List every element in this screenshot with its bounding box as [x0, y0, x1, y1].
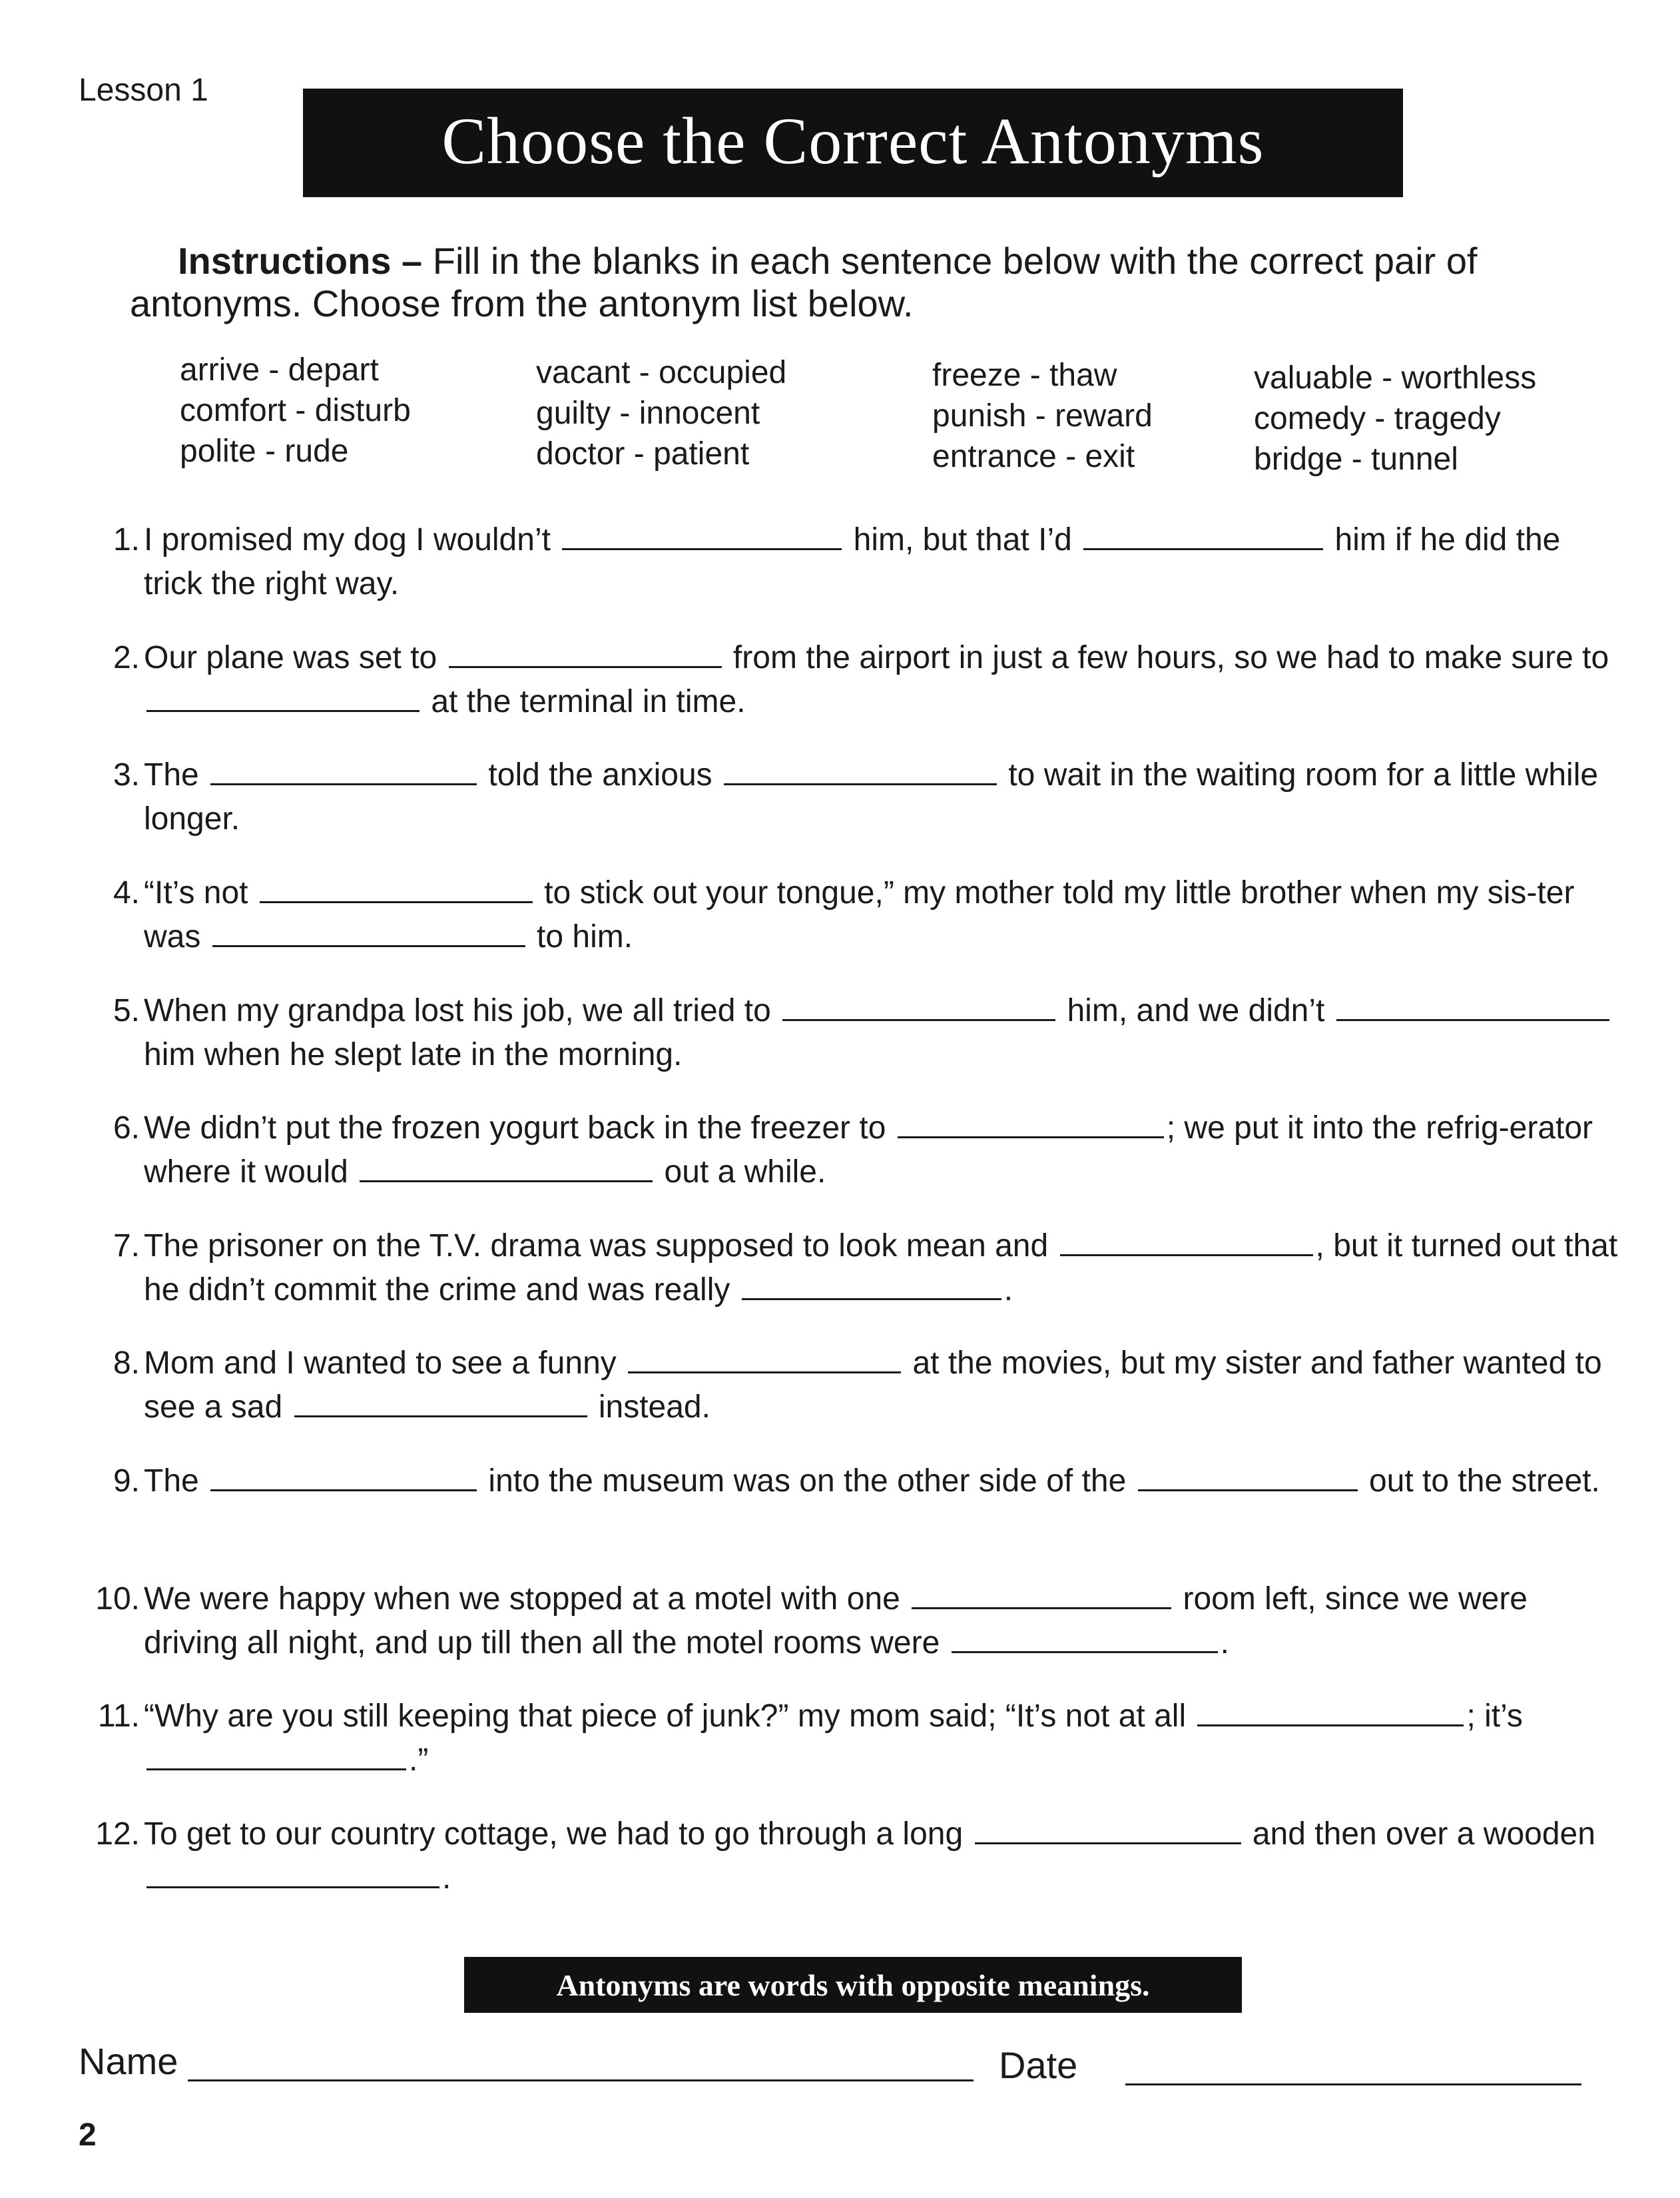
question-text: him when he slept late in the morning.	[144, 1037, 683, 1072]
antonym-pair: guilty - innocent	[536, 396, 760, 431]
question-text: The prisoner on the T.V. drama was supposed to look mean and	[144, 1228, 1049, 1264]
lesson-label: Lesson 1	[79, 73, 208, 108]
question-text: .	[1003, 1272, 1013, 1307]
answer-blank[interactable]	[260, 872, 533, 903]
question-8	[93, 1341, 1618, 1429]
answer-blank[interactable]	[1138, 1460, 1358, 1491]
question-number: 8.	[113, 1345, 140, 1381]
question-number: 6.	[113, 1110, 140, 1146]
question-text: instead.	[598, 1389, 710, 1425]
question-11	[93, 1694, 1618, 1782]
question-text: at the movies, but my sister and father wanted to see a sad	[144, 1345, 1602, 1425]
question-7	[93, 1224, 1618, 1312]
answer-blank[interactable]	[724, 754, 997, 785]
antonym-column-4	[1254, 358, 1536, 480]
answer-blank[interactable]	[952, 1622, 1218, 1653]
question-text: him if he did the trick the right way.	[144, 522, 1561, 601]
question-10	[93, 1577, 1618, 1665]
question-text: We were happy when we stopped at a motel with one	[144, 1581, 900, 1617]
question-5	[93, 989, 1618, 1077]
antonym-pair: punish - reward	[932, 398, 1153, 434]
antonym-pair: doctor - patient	[536, 436, 750, 472]
question-number: 4.	[113, 875, 140, 911]
question-12	[93, 1812, 1618, 1900]
answer-blank[interactable]	[912, 1578, 1171, 1609]
answer-blank[interactable]	[1336, 990, 1609, 1021]
question-text: , but it turned out that he didn’t commit the crime and was really	[144, 1228, 1618, 1307]
question-text: When my grandpa lost his job, we all tried to	[144, 993, 771, 1028]
antonym-pair: valuable - worthless	[1254, 360, 1537, 396]
question-text: out to the street.	[1368, 1463, 1600, 1499]
question-number: 11.	[97, 1698, 140, 1734]
answer-blank[interactable]	[975, 1813, 1241, 1844]
question-text: Our plane was set to	[144, 640, 437, 675]
antonym-column-3	[932, 355, 1153, 477]
question-4	[93, 871, 1618, 959]
instructions	[130, 240, 1608, 325]
answer-blank[interactable]	[146, 681, 420, 712]
page-number: 2	[79, 2117, 97, 2153]
instructions-lead: Instructions –	[178, 240, 423, 282]
question-number: 3.	[113, 757, 140, 793]
answer-blank[interactable]	[360, 1151, 653, 1182]
antonym-definition-note: Antonyms are words with opposite meanings.	[464, 1957, 1242, 2013]
answer-blank[interactable]	[898, 1107, 1164, 1138]
question-text: at the terminal in time.	[431, 684, 746, 719]
question-6	[93, 1106, 1618, 1194]
answer-blank[interactable]	[562, 519, 842, 550]
question-text: To get to our country cottage, we had to go through a long	[144, 1816, 964, 1852]
question-text: We didn’t put the frozen yogurt back in the freezer to	[144, 1110, 886, 1146]
answer-blank[interactable]	[146, 1739, 406, 1770]
answer-blank[interactable]	[212, 916, 525, 947]
question-text: The	[144, 757, 199, 793]
question-number: 9.	[113, 1463, 140, 1499]
antonym-pair: arrive - depart	[180, 352, 379, 388]
name-field[interactable]	[188, 2079, 974, 2081]
question-text: into the museum was on the other side of the	[488, 1463, 1127, 1499]
question-text: .	[1220, 1625, 1229, 1660]
question-text: out a while.	[664, 1154, 826, 1190]
answer-blank[interactable]	[1060, 1225, 1313, 1256]
question-number: 12.	[95, 1816, 140, 1852]
question-number: 1.	[113, 522, 140, 557]
question-text: .”	[409, 1742, 429, 1778]
answer-blank[interactable]	[1197, 1695, 1464, 1726]
question-text: to him.	[537, 919, 633, 954]
name-label: Name	[79, 2040, 178, 2082]
question-text: “It’s not	[144, 875, 248, 911]
antonym-pair: freeze - thaw	[932, 358, 1117, 393]
date-label: Date	[999, 2044, 1078, 2086]
question-text: Mom and I wanted to see a funny	[144, 1345, 617, 1381]
antonym-pair: bridge - tunnel	[1254, 442, 1458, 477]
antonym-pair: comedy - tragedy	[1254, 401, 1501, 436]
antonym-pair: polite - rude	[180, 434, 349, 469]
question-number: 7.	[113, 1228, 140, 1264]
answer-blank[interactable]	[210, 754, 477, 785]
answer-blank[interactable]	[628, 1342, 901, 1373]
antonym-pair: vacant - occupied	[536, 355, 787, 390]
antonym-pair: comfort - disturb	[180, 393, 411, 428]
question-text: to wait in the waiting room for a little while longer.	[144, 757, 1599, 837]
question-text: to stick out your tongue,” my mother told my little brother when my sis-ter was	[144, 875, 1575, 954]
answer-blank[interactable]	[742, 1269, 1001, 1300]
question-text: I promised my dog I wouldn’t	[144, 522, 551, 557]
answer-blank[interactable]	[146, 1857, 439, 1888]
answer-blank[interactable]	[449, 637, 722, 668]
answer-blank[interactable]	[210, 1460, 477, 1491]
question-text: room left, since we were driving all night, and up till then all the motel rooms were	[144, 1581, 1528, 1660]
question-text: The	[144, 1463, 199, 1499]
page-title: Choose the Correct Antonyms	[303, 89, 1403, 197]
date-field[interactable]	[1125, 2083, 1581, 2085]
question-text: him, and we didn’t	[1067, 993, 1325, 1028]
question-number: 5.	[113, 993, 140, 1028]
question-text: ; we put it into the refrig-erator where it would	[144, 1110, 1593, 1190]
question-text: ; it’s	[1466, 1698, 1523, 1734]
question-text: “Why are you still keeping that piece of junk?” my mom said; “It’s not at all	[144, 1698, 1187, 1734]
antonym-column-1	[180, 350, 411, 472]
instructions-text: Fill in the blanks in each sentence below with the correct pair of antonyms. Choose from the antonym list below.	[130, 240, 1478, 324]
question-text: from the airport in just a few hours, so we had to make sure to	[732, 640, 1609, 675]
question-number: 10.	[95, 1581, 140, 1617]
question-text: .	[442, 1860, 451, 1896]
answer-blank[interactable]	[782, 990, 1055, 1021]
question-2	[93, 636, 1618, 724]
question-number: 2.	[113, 640, 140, 675]
question-1	[93, 518, 1618, 606]
antonym-column-2	[536, 352, 786, 474]
question-text: told the anxious	[488, 757, 712, 793]
antonym-pair: entrance - exit	[932, 439, 1135, 474]
question-9	[93, 1459, 1618, 1503]
question-text: and then over a wooden	[1252, 1816, 1595, 1852]
answer-blank[interactable]	[294, 1386, 587, 1417]
question-text: him, but that I’d	[853, 522, 1072, 557]
question-3	[93, 753, 1618, 841]
answer-blank[interactable]	[1083, 519, 1323, 550]
